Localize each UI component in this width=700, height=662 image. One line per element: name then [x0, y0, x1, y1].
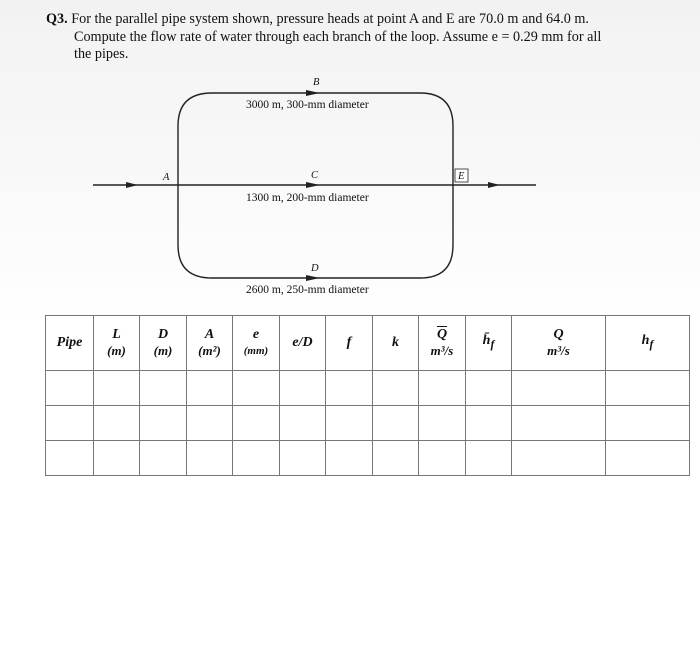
calculation-table: [45, 315, 690, 476]
question-line-2: Compute the flow rate of water through each branch of the loop. Assume e = 0.29 mm for all: [74, 28, 602, 45]
table-cell[interactable]: [233, 441, 280, 476]
table-cell[interactable]: [187, 406, 233, 441]
table-cell[interactable]: [94, 371, 140, 406]
table-cell[interactable]: [419, 441, 466, 476]
node-label-d: D: [311, 263, 319, 274]
table-cell[interactable]: [326, 441, 373, 476]
pipe-label-b: 3000 m, 300-mm diameter: [246, 99, 369, 111]
table-cell[interactable]: [46, 371, 94, 406]
node-label-c: C: [311, 170, 319, 181]
table-cell[interactable]: [373, 371, 419, 406]
flow-arrow-outlet: [488, 182, 500, 188]
question-line-1-text: For the parallel pipe system shown, pressure heads at point A and E are 70.0 m and 64.0 m.: [71, 11, 589, 27]
header-friction-factor: f: [326, 316, 373, 371]
table-cell[interactable]: [606, 406, 690, 441]
question-number: Q3.: [46, 11, 68, 27]
table-cell[interactable]: [606, 371, 690, 406]
table-cell[interactable]: [280, 371, 326, 406]
table-cell[interactable]: [606, 441, 690, 476]
header-assumed-headloss: $h̄_f$: [466, 316, 512, 371]
pipe-diagram: [0, 0, 700, 310]
header-k: k: [373, 316, 419, 371]
table-header-row: [46, 316, 690, 371]
table-cell[interactable]: [326, 406, 373, 441]
header-pipe: Pipe: [46, 316, 94, 371]
table-cell[interactable]: [140, 371, 187, 406]
table-cell[interactable]: [419, 371, 466, 406]
table-cell[interactable]: [419, 406, 466, 441]
table-row: [46, 441, 690, 476]
header-roughness: e (mm): [233, 316, 280, 371]
flow-arrow-d: [306, 275, 320, 281]
header-headloss: $h_f$: [606, 316, 690, 371]
header-area: A (m²): [187, 316, 233, 371]
table-cell[interactable]: [233, 371, 280, 406]
question-line-3: the pipes.: [74, 46, 129, 62]
table-row: [46, 371, 690, 406]
header-length: L (m): [94, 316, 140, 371]
table-cell[interactable]: [280, 441, 326, 476]
pipe-label-c: 1300 m, 200-mm diameter: [246, 192, 369, 204]
table-cell[interactable]: [512, 441, 606, 476]
node-label-b: B: [313, 77, 320, 88]
pipe-label-d: 2600 m, 250-mm diameter: [246, 284, 369, 296]
table-cell[interactable]: [140, 441, 187, 476]
table-cell[interactable]: [466, 406, 512, 441]
table-cell[interactable]: [94, 441, 140, 476]
table-cell[interactable]: [187, 441, 233, 476]
header-flow: Q m³/s: [512, 316, 606, 371]
table-cell[interactable]: [326, 371, 373, 406]
table-cell[interactable]: [140, 406, 187, 441]
flow-arrow-c: [306, 182, 320, 188]
table-cell[interactable]: [46, 406, 94, 441]
table-cell[interactable]: [94, 406, 140, 441]
node-label-e: E: [458, 171, 465, 182]
flow-arrow-b: [306, 90, 320, 96]
header-relative-roughness: e/D: [280, 316, 326, 371]
header-assumed-flow: $\overline{Q}$ m³/s: [419, 316, 466, 371]
table-cell[interactable]: [233, 406, 280, 441]
table-cell[interactable]: [512, 371, 606, 406]
flow-arrow-inlet: [126, 182, 138, 188]
table-cell[interactable]: [466, 441, 512, 476]
node-label-a: A: [163, 172, 170, 183]
table-cell[interactable]: [373, 441, 419, 476]
table-cell[interactable]: [373, 406, 419, 441]
table-cell[interactable]: [280, 406, 326, 441]
table-cell[interactable]: [187, 371, 233, 406]
table-cell[interactable]: [512, 406, 606, 441]
table-cell[interactable]: [466, 371, 512, 406]
table-row: [46, 406, 690, 441]
header-diameter: D (m): [140, 316, 187, 371]
table-cell[interactable]: [46, 441, 94, 476]
